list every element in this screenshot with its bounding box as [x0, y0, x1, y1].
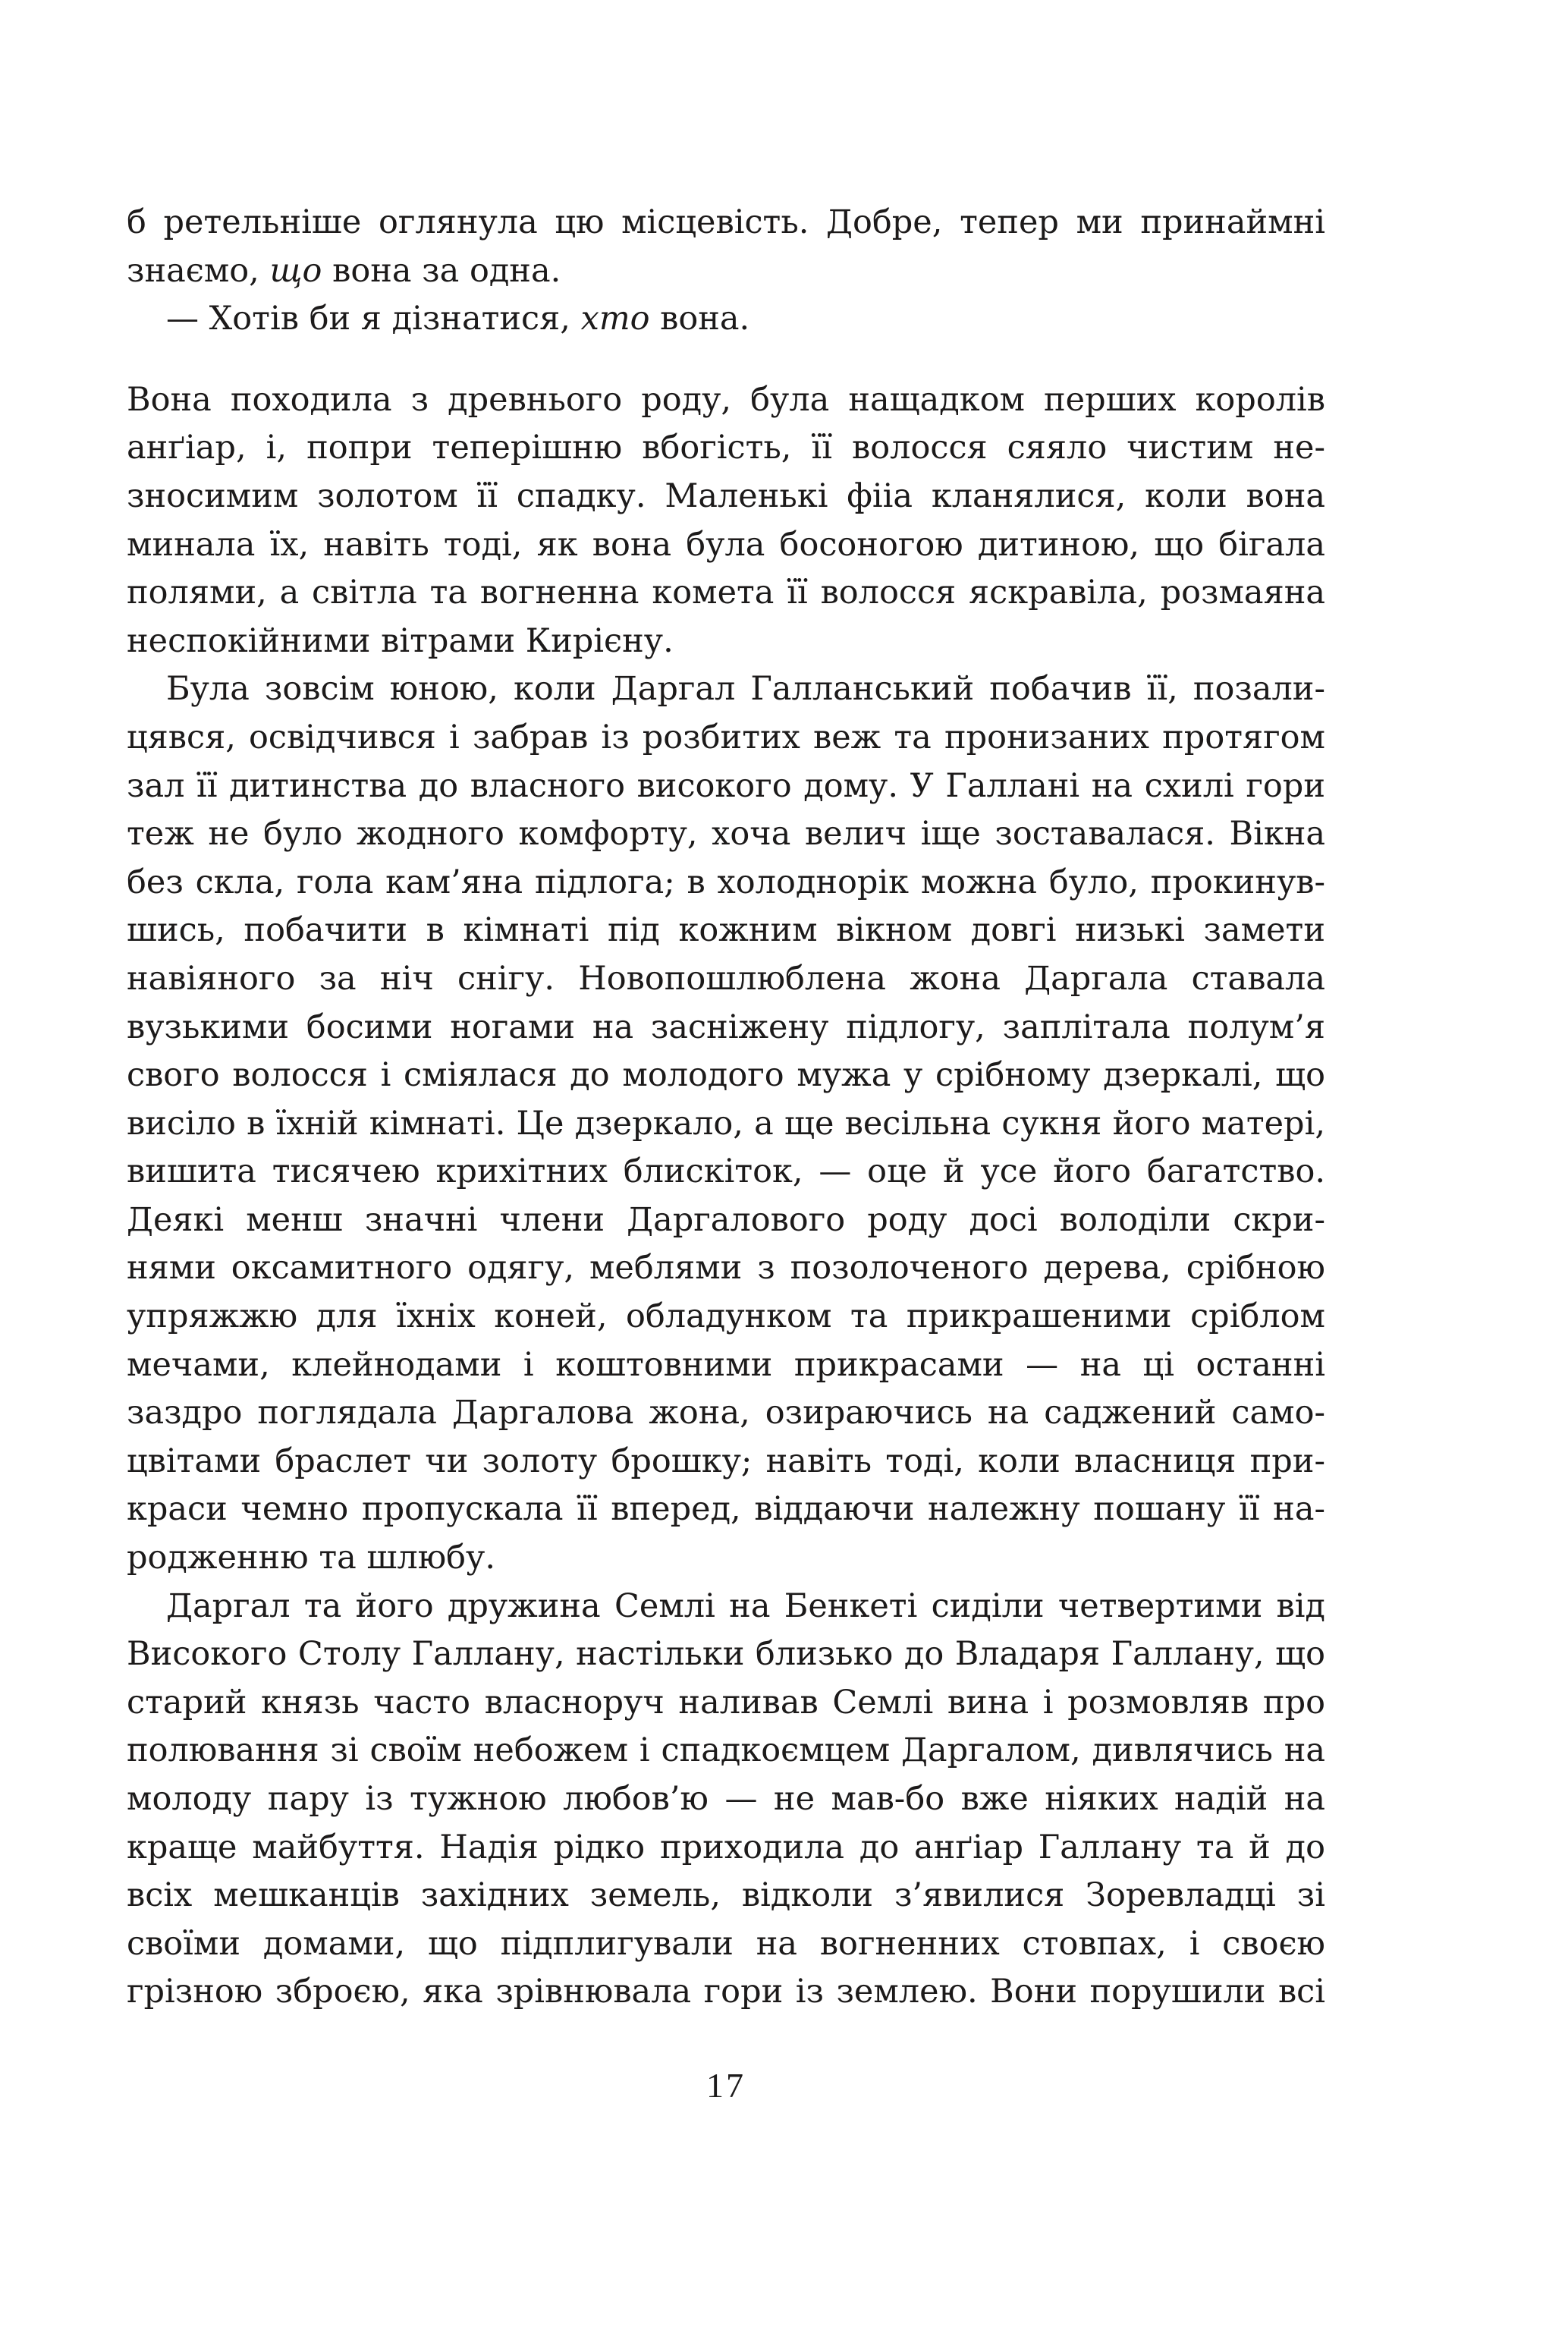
- text-line: зал її дитинства до власного високого дому. У Галлані на схилі гори: [127, 766, 1325, 805]
- text-line: свого волосся і сміялася до молодого мужа у срібному дзеркалі, що: [127, 1056, 1325, 1095]
- text-line: краще майбуття. Надія рідко приходила до анґіар Галлану та й до: [127, 1828, 1325, 1866]
- text-line: полями, а світла та вогненна комета її волосся яскравіла, розмаяна: [127, 574, 1325, 612]
- text-line: Деякі менш значні члени Даргалового роду досі володіли скри-: [127, 1200, 1325, 1239]
- emphasized-word: що: [269, 251, 322, 290]
- text-line: полювання зі своїм небожем і спадкоємцем Даргалом, дивлячись на: [127, 1731, 1325, 1770]
- emphasized-word: хто: [580, 300, 650, 338]
- text-line: [127, 247, 1325, 296]
- text-line: шись, побачити в кімнаті під кожним вікном довгі низькі замети: [127, 911, 1325, 950]
- text-line: мечами, клейнодами і коштовними прикрасами — на ці останні: [127, 1345, 1325, 1384]
- text-line: вузькими босими ногами на засніжену підлогу, заплітала полум’я: [127, 1008, 1325, 1046]
- text-line: анґіар, і, попри теперішню вбогість, її волосся сяяло чистим не-: [127, 429, 1325, 467]
- text-line: вишита тисячею крихітних блискіток, — оце й усе його багатство.: [127, 1152, 1325, 1191]
- text-line: Була зовсім юною, коли Даргал Галланський побачив її, позали-: [166, 670, 1325, 709]
- page-number: 17: [706, 2066, 746, 2105]
- text-line: заздро поглядала Даргалова жона, озираючись на саджений само-: [127, 1394, 1325, 1432]
- text-line: цявся, освідчився і забрав із розбитих веж та пронизаних протягом: [127, 718, 1325, 756]
- section-break: [127, 344, 1325, 376]
- text-line: Даргал та його дружина Семлі на Бенкеті сиділи четвертими від: [166, 1586, 1325, 1625]
- text-line: старий князь часто власноруч наливав Семлі вина і розмовляв про: [127, 1683, 1325, 1722]
- text-line: родженню та шлюбу.: [127, 1539, 495, 1577]
- text-line: краси чемно пропускала її вперед, віддаючи належну пошану її на-: [127, 1490, 1325, 1529]
- text-line: б ретельніше оглянула цю місцевість. Добре, тепер ми принаймні: [127, 203, 1325, 241]
- text-line: Високого Столу Галлану, настільки близько до Владаря Галлану, що: [127, 1635, 1325, 1674]
- text-line: Вона походила з древнього роду, була нащадком перших королів: [127, 380, 1325, 419]
- text-run: вона.: [649, 300, 750, 338]
- text-run: — Хотів би я дізнатися,: [166, 300, 581, 338]
- text-line: грізною зброєю, яка зрівнювала гори із землею. Вони порушили всі: [127, 1973, 1325, 2011]
- paragraph-3: [127, 1583, 1325, 2017]
- text-line: навіяного за ніч снігу. Новопошлюблена жона Даргала ставала: [127, 959, 1325, 998]
- paragraph-continuation: [127, 199, 1325, 295]
- text-line: всіх мешканців західних земель, відколи з’явилися Зоревладці зі: [127, 1876, 1325, 1915]
- text-line: нями оксамитного одягу, меблями з позолоченого дерева, срібною: [127, 1249, 1325, 1288]
- text-line: минала їх, навіть тоді, як вона була босоногою дитиною, що бігала: [127, 525, 1325, 564]
- text-line: цвітами браслет чи золоту брошку; навіть тоді, коли власниця при-: [127, 1442, 1325, 1480]
- text-line: упряжжю для їхніх коней, обладунком та прикрашеними сріблом: [127, 1297, 1325, 1336]
- text-line: молоду пару із тужною любов’ю — не мав-бо вже ніяких надій на: [127, 1780, 1325, 1818]
- text-line: [127, 295, 1325, 344]
- text-line: без скла, гола кам’яна підлога; в холоднорік можна було, прокинув-: [127, 863, 1325, 901]
- paragraph-2: [127, 665, 1325, 1582]
- paragraph-1: [127, 376, 1325, 666]
- page-body-text: [127, 199, 1325, 2017]
- text-run: вона за одна.: [322, 251, 561, 290]
- text-line: зносимим золотом її спадку. Маленькі фііа кланялися, коли вона: [127, 476, 1325, 515]
- text-line: висіло в їхній кімнаті. Це дзеркало, а ще весільна сукня його матері,: [127, 1104, 1325, 1143]
- text-line: неспокійними вітрами Кирієну.: [127, 621, 674, 660]
- text-line: своїми домами, що підплигували на вогненних стовпах, і своєю: [127, 1924, 1325, 1963]
- text-line: теж не було жодного комфорту, хоча велич іще зоставалася. Вікна: [127, 815, 1325, 854]
- text-run: знаємо,: [127, 251, 270, 290]
- dialogue-line: [127, 295, 1325, 344]
